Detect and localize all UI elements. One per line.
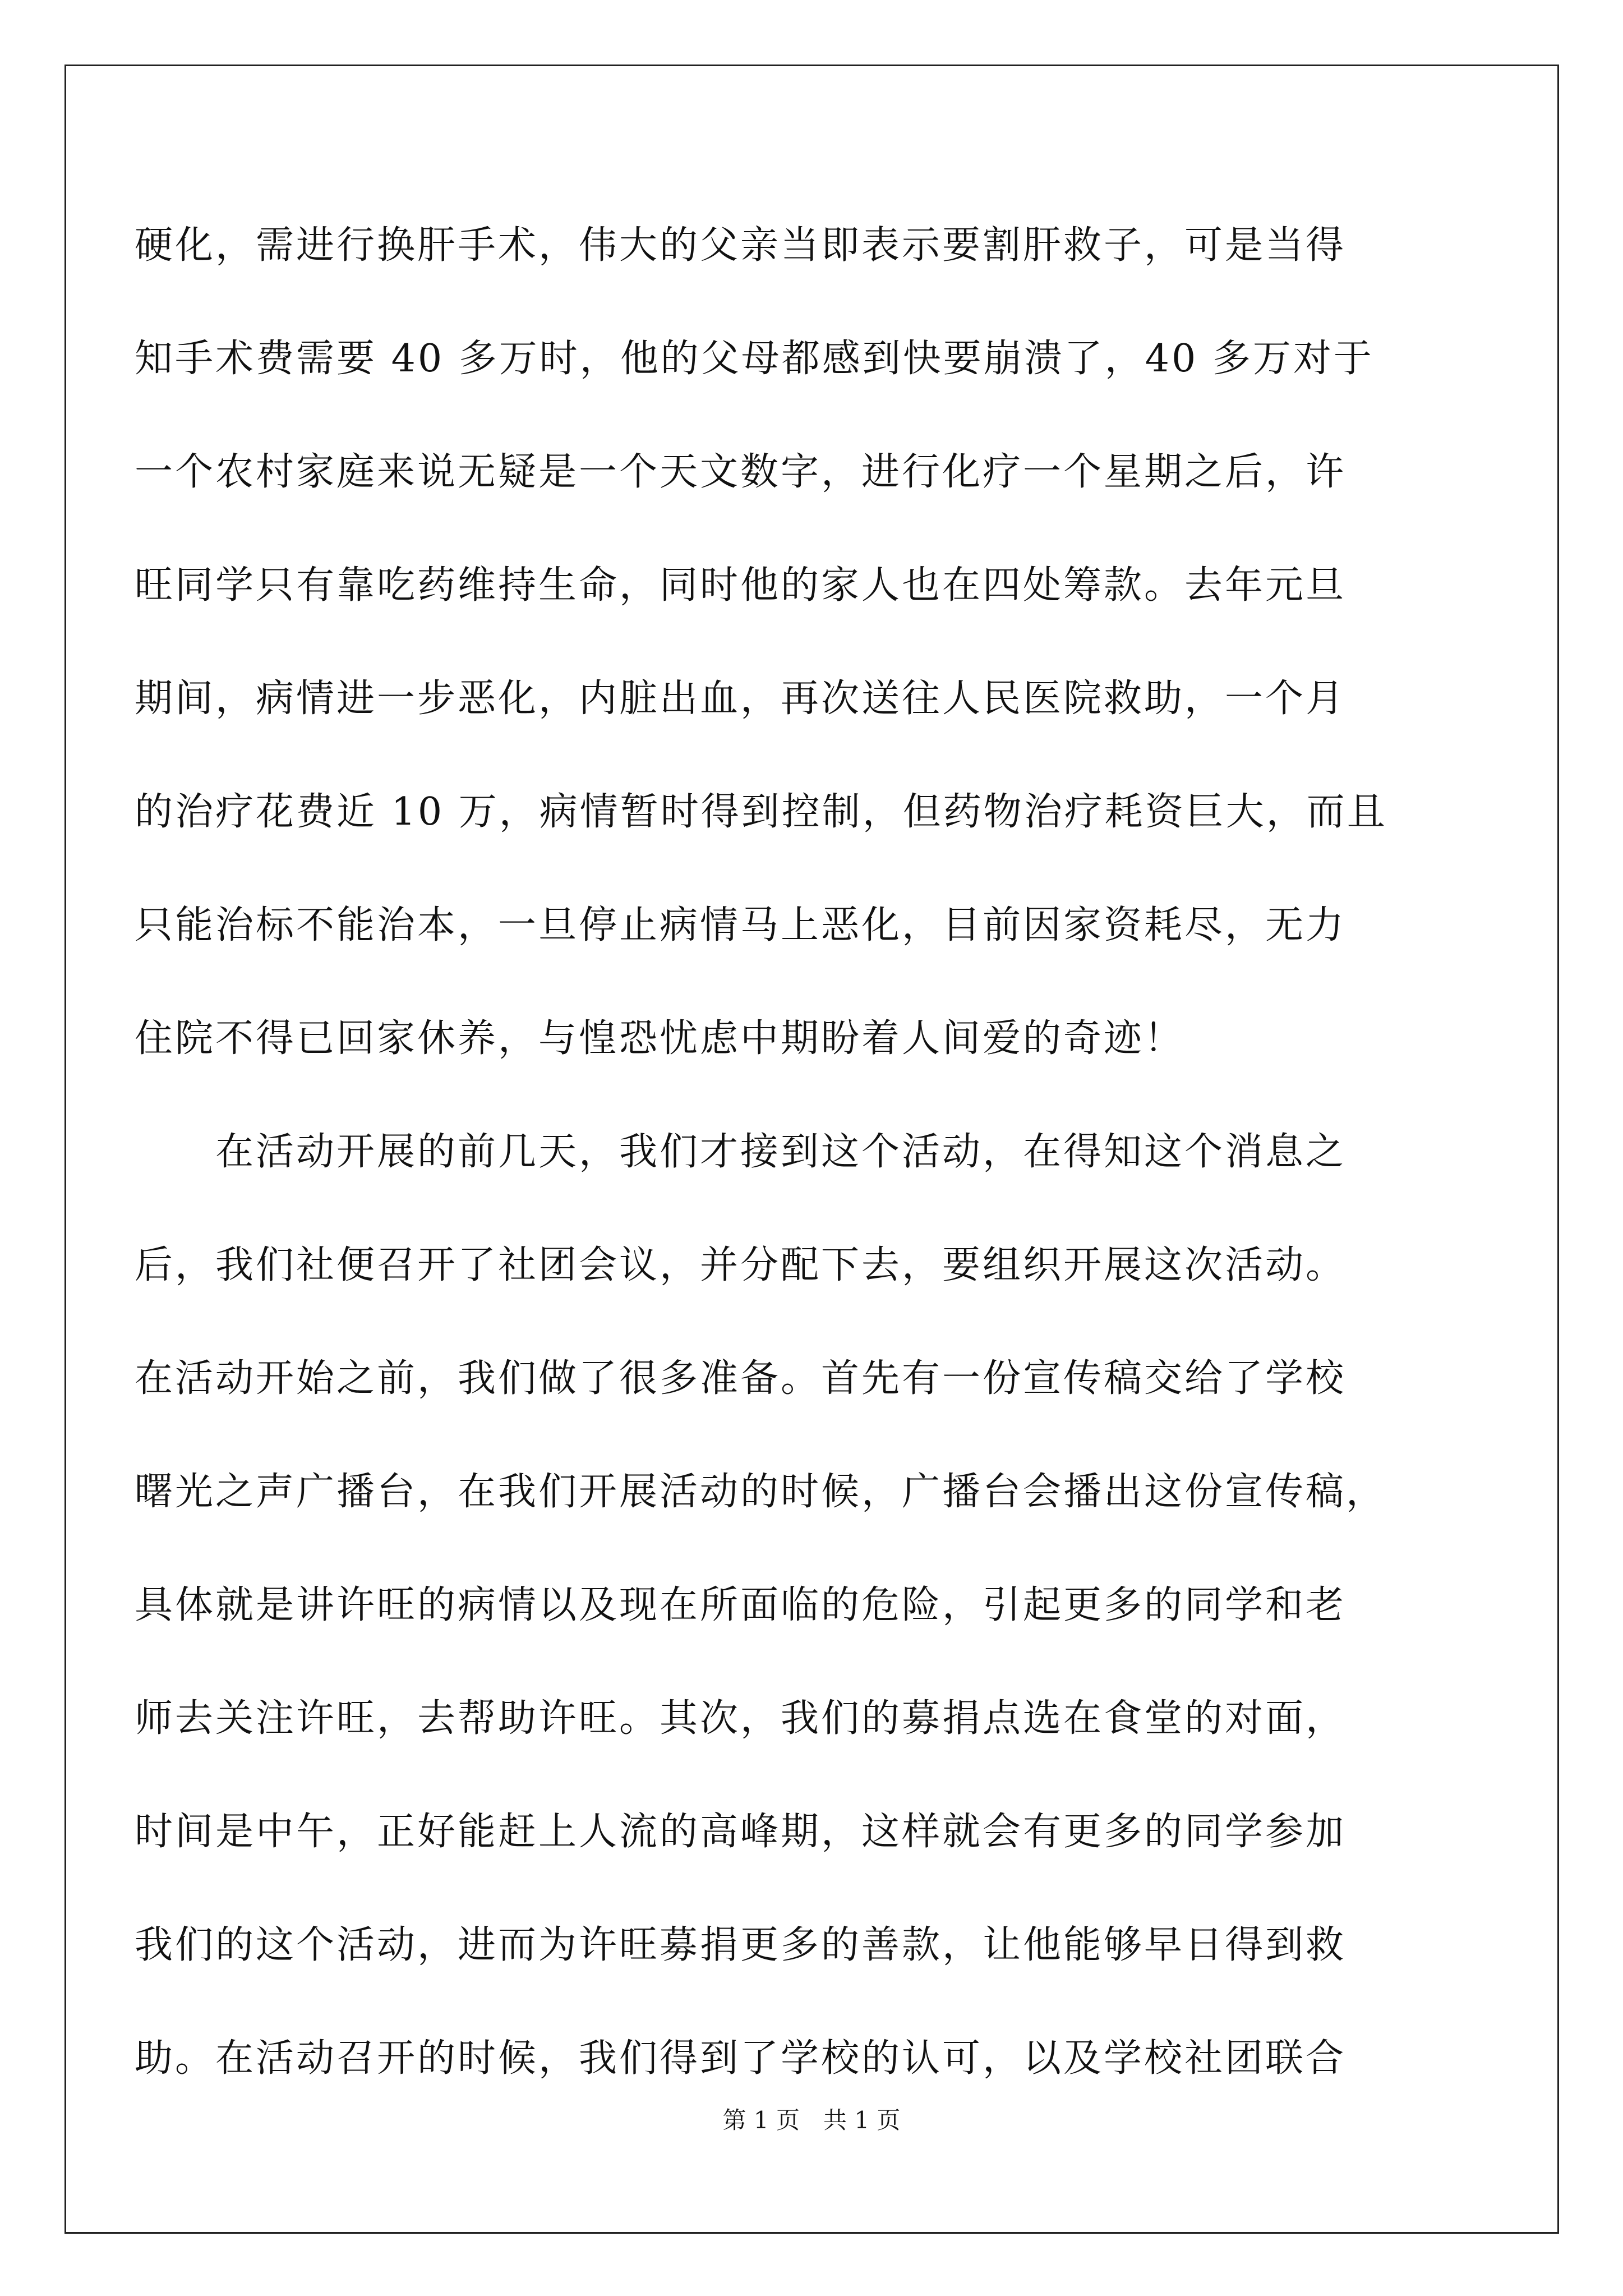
- text-line: 具体就是讲许旺的病情以及现在所面临的危险，引起更多的同学和老: [135, 1583, 1347, 1627]
- text-line: 旺同学只有靠吃药维持生命，同时他的家人也在四处筹款。去年元旦: [135, 563, 1347, 608]
- text-line: 只能治标不能治本，一旦停止病情马上恶化，目前因家资耗尽，无力: [135, 903, 1347, 947]
- text-line: 的治疗花费近 10 万，病情暂时得到控制，但药物治疗耗资巨大，而且: [135, 790, 1387, 834]
- text-line: 期间，病情进一步恶化，内脏出血，再次送往人民医院救助，一个月: [135, 677, 1347, 721]
- text-line: 时间是中午，正好能赶上人流的高峰期，这样就会有更多的同学参加: [135, 1810, 1347, 1854]
- text-line: 后，我们社便召开了社团会议，并分配下去，要组织开展这次活动。: [135, 1243, 1347, 1287]
- text-line: 师去关注许旺，去帮助许旺。其次，我们的募捐点选在食堂的对面，: [135, 1696, 1347, 1741]
- text-line: 在活动开始之前，我们做了很多准备。首先有一份宣传稿交给了学校: [135, 1356, 1347, 1401]
- text-line: 知手术费需要 40 多万时，他的父母都感到快要崩溃了，40 多万对于: [135, 337, 1374, 381]
- page-number-footer: 第 1 页 共 1 页: [722, 2106, 901, 2134]
- text-line: 在活动开展的前几天，我们才接到这个活动，在得知这个消息之: [135, 1130, 1347, 1174]
- text-line: 我们的这个活动，进而为许旺募捐更多的善款，让他能够早日得到救: [135, 1923, 1347, 1967]
- text-line: 一个农村家庭来说无疑是一个天文数字，进行化疗一个星期之后，许: [135, 450, 1347, 494]
- text-line: 住院不得已回家休养，与惶恐忧虑中期盼着人间爱的奇迹！: [135, 1016, 1185, 1061]
- text-line: 曙光之声广播台，在我们开展活动的时候，广播台会播出这份宣传稿，: [135, 1470, 1387, 1514]
- text-line: 硬化，需进行换肝手术，伟大的父亲当即表示要割肝救子，可是当得: [135, 223, 1347, 268]
- text-line: 助。在活动召开的时候，我们得到了学校的认可，以及学校社团联合: [135, 2036, 1347, 2081]
